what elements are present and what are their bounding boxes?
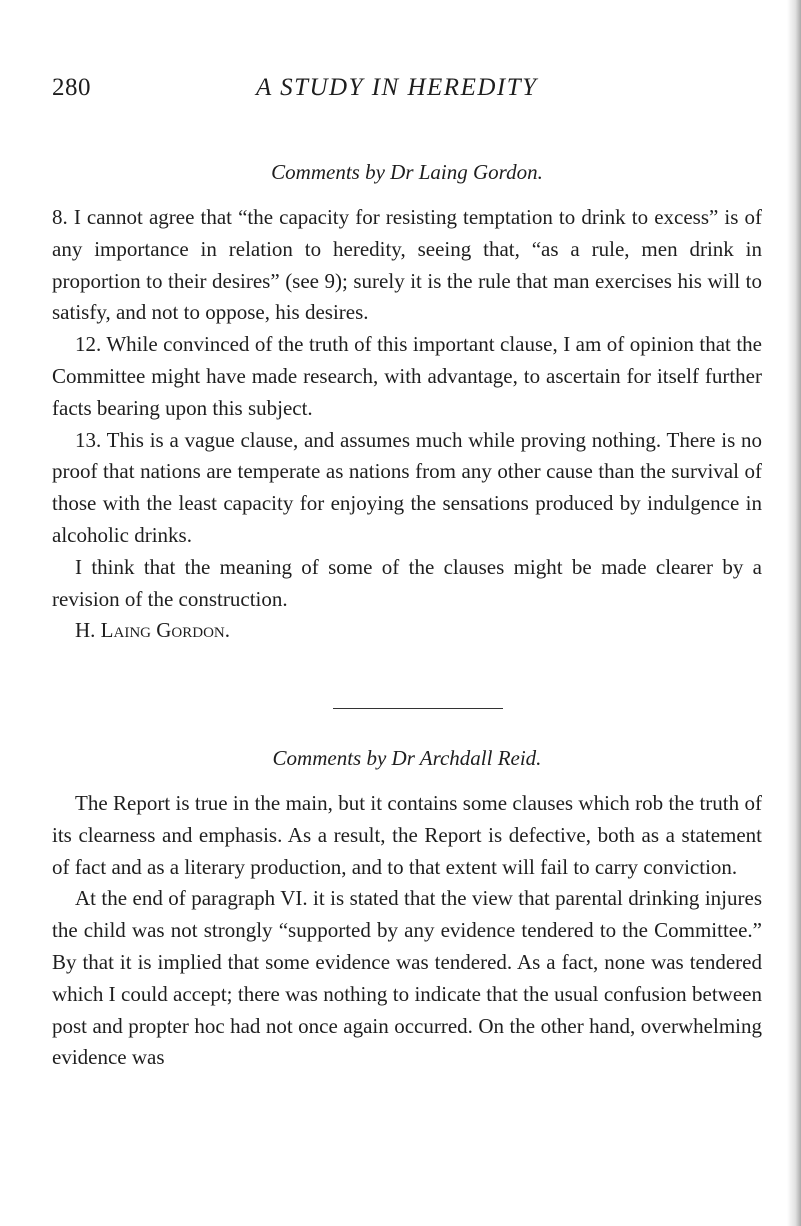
- paragraph: At the end of paragraph VI. it is stated that the view that parental drinking injures the child was not strongly “supported by any evidence tendered to the Committee.” By that it is implied that some evidence was tendered. As a fact, none was tendered which I could accept; there was nothing to indicate that the usual confusion between post and propter hoc had not once again occurred. On the other hand, overwhelming evidence was: [52, 886, 762, 1070]
- running-title: A STUDY IN HEREDITY: [256, 74, 538, 101]
- section-body-archdall-reid: [52, 788, 762, 1074]
- page-header: [52, 74, 762, 114]
- paragraph: 12. While convinced of the truth of this important clause, I am of opinion that the Committee might have made research, with advantage, to ascertain for itself further facts bearing upon this subject.: [52, 332, 762, 420]
- section-divider: [333, 708, 503, 709]
- paragraph: 8. I cannot agree that “the capacity for resisting temptation to drink to excess” is of any importance in relation to heredity, seeing that, “as a rule, men drink in proportion to their desires” (see 9); surely it is the rule that man exercises his will to satisfy, and not to oppose, his desires.: [52, 205, 762, 325]
- paragraph: 13. This is a vague clause, and assumes much while proving nothing. There is no proof that nations are temperate as nations from any other cause than the survival of those with the least capacity for enjoying the sensations produced by indulgence in alcoholic drinks.: [52, 427, 762, 547]
- paragraph: I think that the meaning of some of the clauses might be made clearer by a revision of the construction.: [52, 554, 762, 611]
- signature: H. Laing Gordon.: [75, 618, 230, 643]
- page-number: 280: [52, 74, 91, 101]
- page-edge-shadow: [787, 0, 801, 1226]
- section-body-laing-gordon: [52, 202, 762, 647]
- section-heading-laing-gordon: Comments by Dr Laing Gordon.: [271, 160, 543, 184]
- section-heading-archdall-reid: Comments by Dr Archdall Reid.: [272, 746, 542, 770]
- paragraph: The Report is true in the main, but it contains some clauses which rob the truth of its clearness and emphasis. As a result, the Report is defective, both as a statement of fact and as a literary production, and to that extent will fail to carry conviction.: [52, 791, 762, 879]
